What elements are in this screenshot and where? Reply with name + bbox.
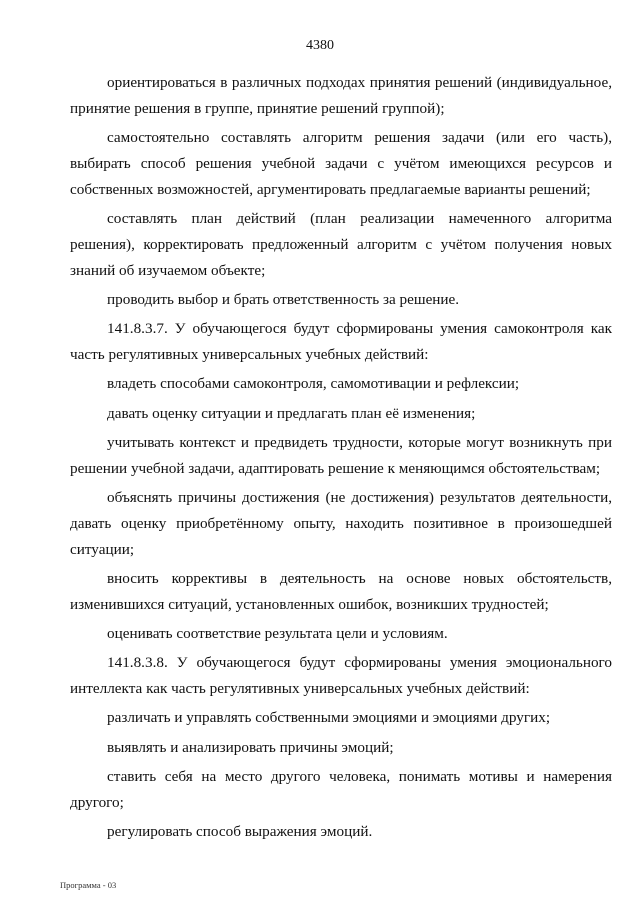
paragraph: вносить коррективы в деятельность на основе новых обстоятельств, изменившихся ситуаций, установленных ошибок, возникших трудностей; <box>70 569 612 613</box>
paragraph: регулировать способ выражения эмоций. <box>107 823 373 841</box>
paragraph: оценивать соответствие результата цели и условиям. <box>107 624 448 642</box>
paragraph: ставить себя на место другого человека, понимать мотивы и намерения другого; <box>70 767 612 811</box>
paragraph: выявлять и анализировать причины эмоций; <box>107 738 394 756</box>
paragraph: учитывать контекст и предвидеть трудности, которые могут возникнуть при решении учебной задачи, адаптировать решение к меняющимся обстоятельствам; <box>70 433 612 477</box>
paragraph: различать и управлять собственными эмоциями и эмоциями других; <box>107 709 551 727</box>
section-paragraph-141-8-3-8: 141.8.3.8. У обучающегося будут сформированы умения эмоционального интеллекта как часть регулятивных универсальных учебных действий: <box>70 654 612 698</box>
paragraph: самостоятельно составлять алгоритм решения задачи (или его часть), выбирать способ решения учебной задачи с учётом имеющихся ресурсов и собственных возможностей, аргументировать предлагаемые варианты решений; <box>70 129 612 198</box>
paragraph: владеть способами самоконтроля, самомотивации и рефлексии; <box>107 375 520 393</box>
paragraph: давать оценку ситуации и предлагать план её изменения; <box>107 404 476 422</box>
paragraph: ориентироваться в различных подходах принятия решений (индивидуальное, принятие решения в группе, принятие решений группой); <box>70 74 612 117</box>
paragraph: проводить выбор и брать ответственность за решение. <box>107 290 460 308</box>
page-number: 4380 <box>306 38 334 53</box>
body-text <box>70 70 612 848</box>
footer-label: Программа - 03 <box>60 880 117 890</box>
section-paragraph-141-8-3-7: 141.8.3.7. У обучающегося будут сформированы умения самоконтроля как часть регулятивных универсальных учебных действий: <box>70 320 612 363</box>
paragraph: составлять план действий (план реализации намеченного алгоритма решения), корректировать предложенный алгоритм с учётом получения новых знаний об изучаемом объекте; <box>70 209 612 279</box>
paragraph: объяснять причины достижения (не достижения) результатов деятельности, давать оценку приобретённому опыту, находить позитивное в произошедшей ситуации; <box>70 488 612 558</box>
